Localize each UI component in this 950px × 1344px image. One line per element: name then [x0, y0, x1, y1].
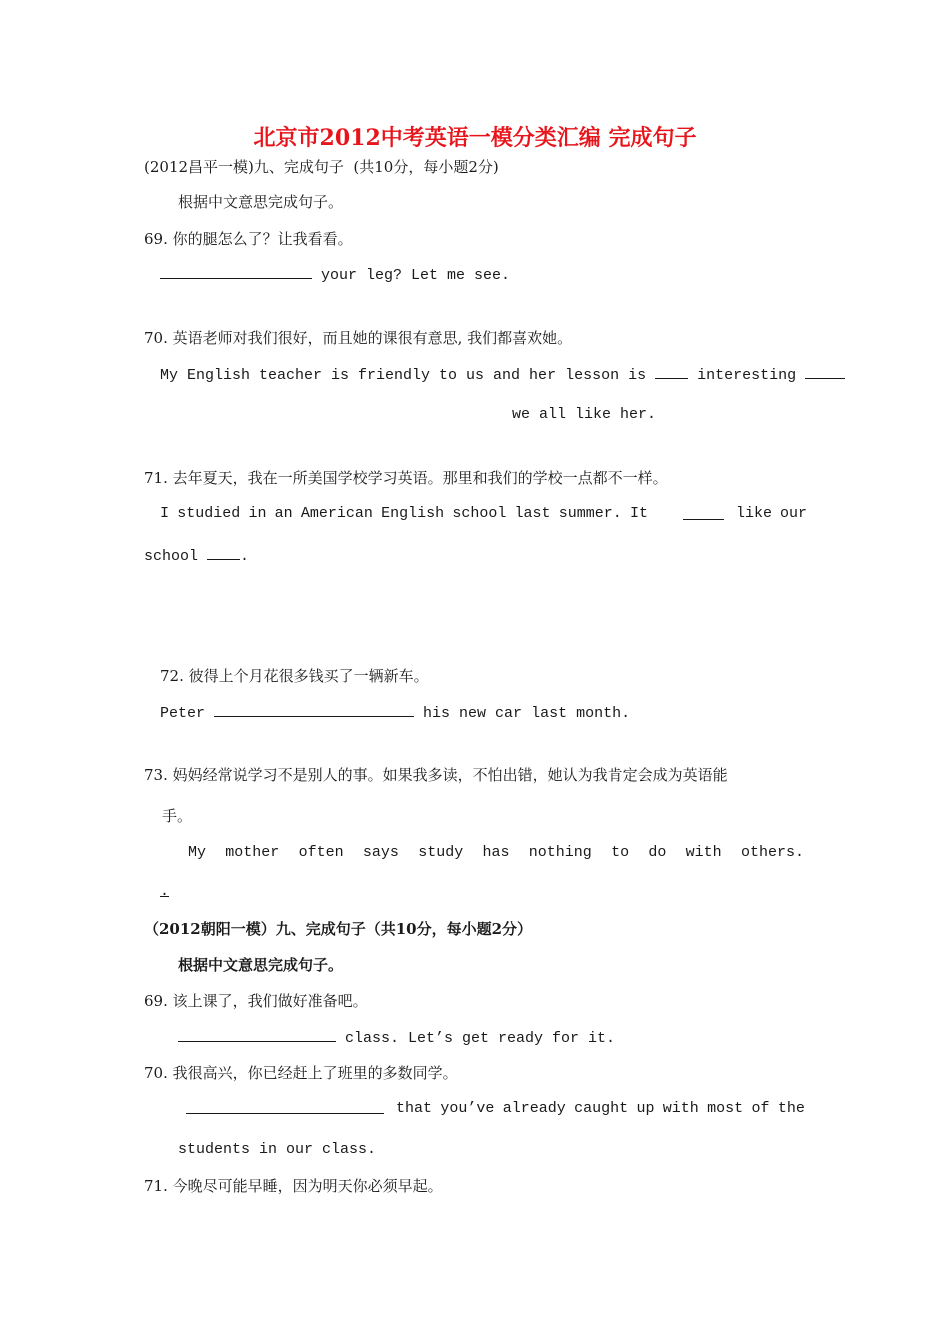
word: the	[777, 1100, 805, 1117]
word: others.	[740, 844, 804, 861]
word: that	[396, 1100, 433, 1117]
word: most	[707, 1100, 744, 1117]
question-prompt: 今晚尽可能早睡，因为明天你必须早起。	[172, 1177, 443, 1195]
s2-q70-chinese	[144, 1063, 458, 1083]
sentence-text: interesting	[697, 367, 797, 384]
word: our	[780, 505, 808, 522]
word: of	[751, 1100, 770, 1117]
question-prompt: 该上课了，我们做好准备吧。	[172, 992, 368, 1010]
word: last	[514, 505, 551, 522]
word: like	[736, 505, 773, 522]
s2-q69-english	[178, 1027, 615, 1049]
answer-blank[interactable]	[805, 364, 845, 379]
question-number: 70.	[144, 329, 168, 347]
answer-blank[interactable]	[207, 545, 240, 560]
word: you’ve	[440, 1100, 495, 1117]
word: studied	[177, 505, 241, 522]
question-number: 70.	[144, 1064, 168, 1082]
word: English	[381, 505, 445, 522]
q71-chinese	[144, 468, 668, 488]
q70-english-cont: we all like her.	[512, 406, 657, 423]
word: already	[502, 1100, 566, 1117]
section2-header: （2012朝阳一模）九、完成句子（共10分，每小题2分）	[144, 920, 533, 938]
sentence-text: class. Let’s get ready for it.	[345, 1030, 616, 1047]
sentence-text: his new car last month.	[423, 705, 631, 722]
question-number: 69.	[144, 992, 168, 1010]
question-number: 71.	[144, 1177, 168, 1195]
q72-english	[160, 702, 630, 724]
answer-blank[interactable]	[186, 1099, 384, 1114]
answer-blank[interactable]	[178, 1027, 336, 1042]
word: to	[611, 844, 630, 861]
q71-english-cont	[144, 545, 249, 567]
word: often	[298, 844, 344, 861]
q71-english-words	[160, 504, 648, 524]
punctuation: .	[240, 548, 250, 565]
question-prompt: 彼得上个月花很多钱买了一辆新车。	[188, 667, 429, 685]
answer-blank[interactable]	[214, 702, 414, 717]
s2-q71-chinese	[144, 1176, 443, 1196]
q70-english	[160, 364, 845, 386]
question-prompt: 英语老师对我们很好，而且她的课很有意思, 我们都喜欢她。	[172, 329, 573, 347]
question-prompt: 妈妈经常说学习不是别人的事。如果我多读，不怕出错，她认为我肯定会成为英语能	[172, 766, 728, 784]
answer-blank[interactable]	[160, 264, 312, 279]
word: It	[629, 505, 648, 522]
word: do	[648, 844, 667, 861]
word: up	[636, 1100, 655, 1117]
word: nothing	[528, 844, 592, 861]
sentence-text: My English teacher is friendly to us and her lesson is	[160, 367, 647, 384]
word: My	[188, 844, 207, 861]
word: with	[685, 844, 722, 861]
question-prompt: 我很高兴，你已经赶上了班里的多数同学。	[172, 1064, 458, 1082]
word: caught	[574, 1100, 629, 1117]
word: I	[160, 505, 170, 522]
q73-english-words	[188, 843, 804, 863]
word: summer.	[558, 505, 622, 522]
answer-blank[interactable]	[683, 505, 724, 520]
word: in	[248, 505, 267, 522]
question-number: 72.	[160, 667, 184, 685]
section1-instruction: 根据中文意思完成句子。	[178, 193, 344, 211]
question-number: 69.	[144, 230, 168, 248]
word: study	[418, 844, 464, 861]
q70-chinese	[144, 328, 572, 348]
sentence-text: Peter	[160, 705, 206, 722]
question-prompt: 你的腿怎么了？让我看看。	[172, 230, 353, 248]
word: American	[300, 505, 373, 522]
q69-english	[160, 264, 510, 286]
document-title: 北京市2012中考英语一模分类汇编 完成句子	[253, 125, 697, 151]
question-number: 71.	[144, 469, 168, 487]
s2-q69-chinese	[144, 991, 368, 1011]
sentence-text: your leg? Let me see.	[321, 267, 511, 284]
section1-header: (2012昌平一模)九、完成句子 (共10分，每小题2分)	[144, 158, 499, 176]
s2-q70-english-cont: students in our class.	[178, 1141, 377, 1158]
s2-q70-english-words	[396, 1099, 805, 1119]
answer-blank[interactable]	[655, 364, 688, 379]
q73-chinese-cont: 手。	[162, 807, 193, 825]
question-number: 73.	[144, 766, 168, 784]
word: school	[452, 505, 507, 522]
question-prompt: 去年夏天，我在一所美国学校学习英语。那里和我们的学校一点都不一样。	[172, 469, 668, 487]
word: school	[144, 548, 199, 565]
stray-mark: .	[160, 883, 170, 900]
word: has	[482, 844, 510, 861]
word: says	[362, 844, 399, 861]
q73-chinese	[144, 765, 728, 785]
word: an	[274, 505, 293, 522]
q72-chinese	[160, 666, 429, 686]
section2-instruction: 根据中文意思完成句子。	[178, 956, 344, 974]
q69-chinese	[144, 229, 353, 249]
word: mother	[225, 844, 280, 861]
word: with	[662, 1100, 699, 1117]
